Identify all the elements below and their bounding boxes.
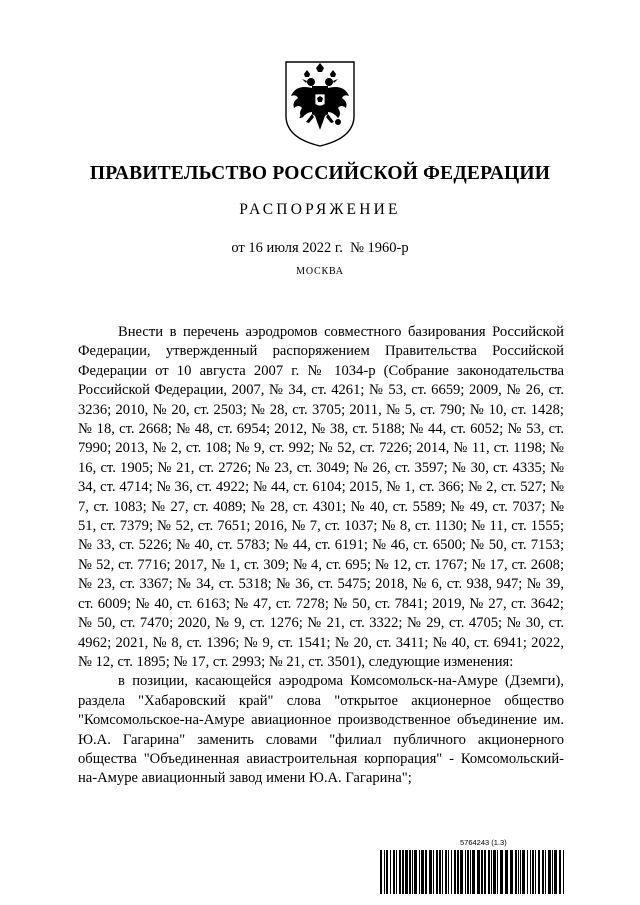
document-body bbox=[78, 323, 564, 789]
barcode-icon bbox=[380, 850, 568, 894]
document-number: № 1960-р bbox=[350, 240, 409, 256]
document-type: РАСПОРЯЖЕНИЕ bbox=[239, 201, 401, 218]
document-date-line bbox=[0, 240, 640, 257]
government-title: ПРАВИТЕЛЬСТВО РОССИЙСКОЙ ФЕДЕРАЦИИ bbox=[89, 163, 551, 184]
document-city: МОСКВА bbox=[296, 266, 344, 277]
document-date: от 16 июля 2022 г. bbox=[231, 240, 343, 256]
body-paragraph: в позиции, касающейся аэродрома Комсомольск-на-Амуре (Дземги), раздела "Хабаровский край" слова "открытое акционерное общество "Комсомольское-на-Амуре авиационное производственное объединение им. Ю.А. Гагарина" заменить словами "филиал публичного акционерного общества "Объединенная авиастроительная корпорация" - Комсомольский-на-Амуре авиационный завод имени Ю.А. Гагарина"; bbox=[78, 673, 564, 787]
coat-of-arms-icon bbox=[282, 58, 358, 148]
body-paragraph: Внести в перечень аэродромов совместного базирования Российской Федерации, утвержденный распоряжением Правительства Российской Федерации от 10 августа 2007 г. № 1034-р (Собрание законодательства Российской Федерации, 2007, № 34, ст. 4261; № 53, ст. 6659; 2009, № 26, ст. 3236; 2010, № 20, ст. 2503; № 28, ст. 3705; 2011, № 5, ст. 790; № 10, ст. 1428; № 18, ст. 2668; № 48, ст. 6954; 2012, № 38, ст. 5188; № 44, ст. 6052; № 53, ст. 7990; 2013, № 2, ст. 108; № 9, ст. 992; № 52, ст. 7226; 2014, № 11, ст. 1198; № 16, ст. 1905; № 21, ст. 2726; № 23, ст. 3049; № 26, ст. 3597; № 30, ст. 4335; № 34, ст. 4714; № 36, ст. 4922; № 44, ст. 6104; 2015, № 1, ст. 366; № 2, ст. 527; № 7, ст. 1083; № 27, ст. 4089; № 28, ст. 4301; № 40, ст. 5589; № 49, ст. 7037; № 51, ст. 7379; № 52, ст. 7651; 2016, № 7, ст. 1037; № 8, ст. 1130; № 11, ст. 1555; № 33, ст. 5226; № 40, ст. 5783; № 44, ст. 6191; № 46, ст. 6500; № 50, ст. 7153; № 52, ст. 7716; 2017, № 1, ст. 309; № 4, ст. 695; № 12, ст. 1767; № 17, ст. 2608; № 23, ст. 3367; № 34, ст. 5318; № 36, ст. 5475; 2018, № 6, ст. 938, 947; № 39, ст. 6009; № 40, ст. 6163; № 47, ст. 7278; № 50, ст. 7841; 2019, № 27, ст. 3642; № 50, ст. 7470; 2020, № 9, ст. 1276; № 21, ст. 3322; № 29, ст. 4705; № 30, ст. 4962; 2021, № 8, ст. 1396; № 9, ст. 1541; № 20, ст. 3411; № 40, ст. 6941; 2022, № 12, ст. 1895; № 17, ст. 2993; № 21, ст. 3501), следующие изменения: bbox=[78, 324, 564, 670]
barcode-number: 5764243 (1.3) bbox=[460, 838, 507, 847]
barcode bbox=[380, 838, 568, 898]
